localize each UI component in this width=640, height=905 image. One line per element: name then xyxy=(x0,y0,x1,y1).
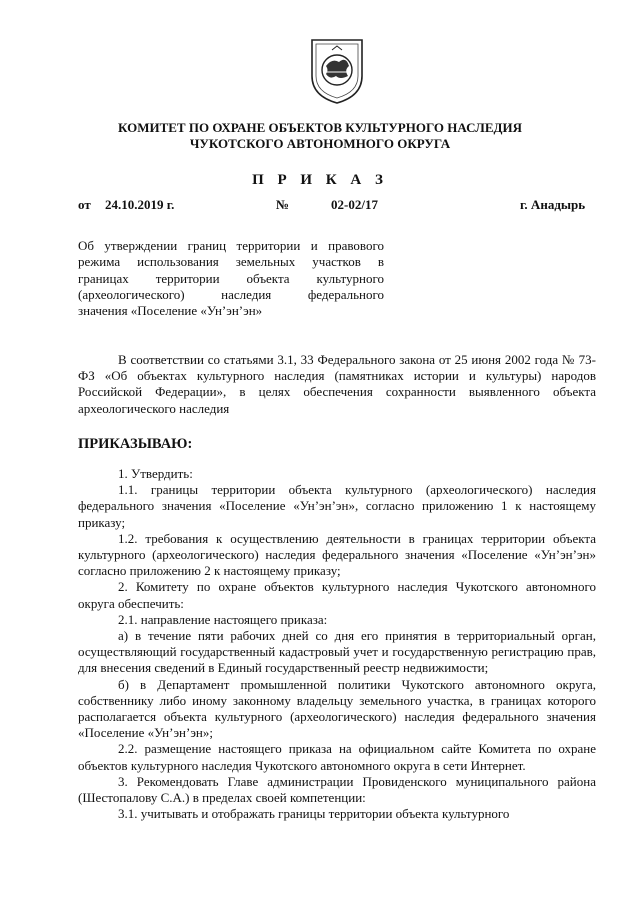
order-item: 2. Комитету по охране объектов культурного наследия Чукотского автономного округа обеспечить: xyxy=(78,579,596,611)
order-item: 1.2. требования к осуществлению деятельности в границах территории объекта культурного (археологического) наследия федерального значения «Поселение «Ун’эн’эн» согласно приложению 2 к настоящему приказу; xyxy=(78,530,596,579)
organization-name xyxy=(0,120,640,152)
emblem-icon xyxy=(306,36,368,106)
order-item: б) в Департамент промышленной политики Чукотского автономного округа, собственнику либо иному законному владельцу земельного участка, в границах которого располагается объекта культурного (археологического) наследия федерального значения «Поселение «Ун’эн’эн»; xyxy=(78,676,596,741)
subject-line: границах территории объекта культурного xyxy=(78,270,384,286)
preamble xyxy=(78,352,596,417)
subject-line: (археологического) наследия федерального xyxy=(78,286,384,302)
preamble-text: В соответствии со статьями 3.1, 33 Федерального закона от 25 июня 2002 года № 73-ФЗ «Об объектах культурного наследия (памятниках истории и культуры) народов Российской Федерации», в целях обеспечения сохранности выявленного объекта археологического наследия xyxy=(78,352,596,416)
org-line-1: КОМИТЕТ ПО ОХРАНЕ ОБЪЕКТОВ КУЛЬТУРНОГО НАСЛЕДИЯ xyxy=(117,120,522,135)
order-items xyxy=(78,466,596,822)
order-item: 2.1. направление настоящего приказа: xyxy=(118,611,328,627)
date-from-label: от xyxy=(78,197,91,212)
order-item: 3. Рекомендовать Главе администрации Провиденского муниципального района (Шестопалову С.А.) в пределах своей компетенции: xyxy=(78,773,596,806)
order-item: а) в течение пяти рабочих дней со дня его принятия в территориальный орган, осуществляющий государственный кадастровый учет и государственную регистрацию прав, для внесения сведений в Единый государственный реестр недвижимости; xyxy=(78,628,596,676)
order-heading: ПРИКАЗЫВАЮ: xyxy=(78,436,193,452)
order-item: 1.1. границы территории объекта культурного (археологического) наследия федерального значения «Поселение «Ун’эн’эн», согласно приложению 1 к настоящему приказу; xyxy=(78,482,596,530)
subject-line: Об утверждении границ территории и правового xyxy=(78,238,384,253)
document-date: 24.10.2019 г. xyxy=(105,197,175,212)
document-number: 02-02/17 xyxy=(331,197,378,212)
document-type: П Р И К А З xyxy=(252,172,388,188)
order-item: 1. Утвердить: xyxy=(118,466,193,481)
number-label: № xyxy=(276,197,290,212)
org-line-2: ЧУКОТСКОГО АВТОНОМНОГО ОКРУГА xyxy=(189,136,451,151)
order-item: 2.2. размещение настоящего приказа на официальном сайте Комитета по охране объектов культурного наследия Чукотского автономного округа в сети Интернет. xyxy=(78,741,596,773)
subject-line: режима использования земельных участков в xyxy=(78,254,384,270)
order-item: 3.1. учитывать и отображать границы территории объекта культурного xyxy=(118,806,510,822)
subject-line: значения «Поселение «Ун’эн’эн» xyxy=(78,303,263,319)
document-city: г. Анадырь xyxy=(520,197,586,212)
document-subject xyxy=(78,238,384,319)
